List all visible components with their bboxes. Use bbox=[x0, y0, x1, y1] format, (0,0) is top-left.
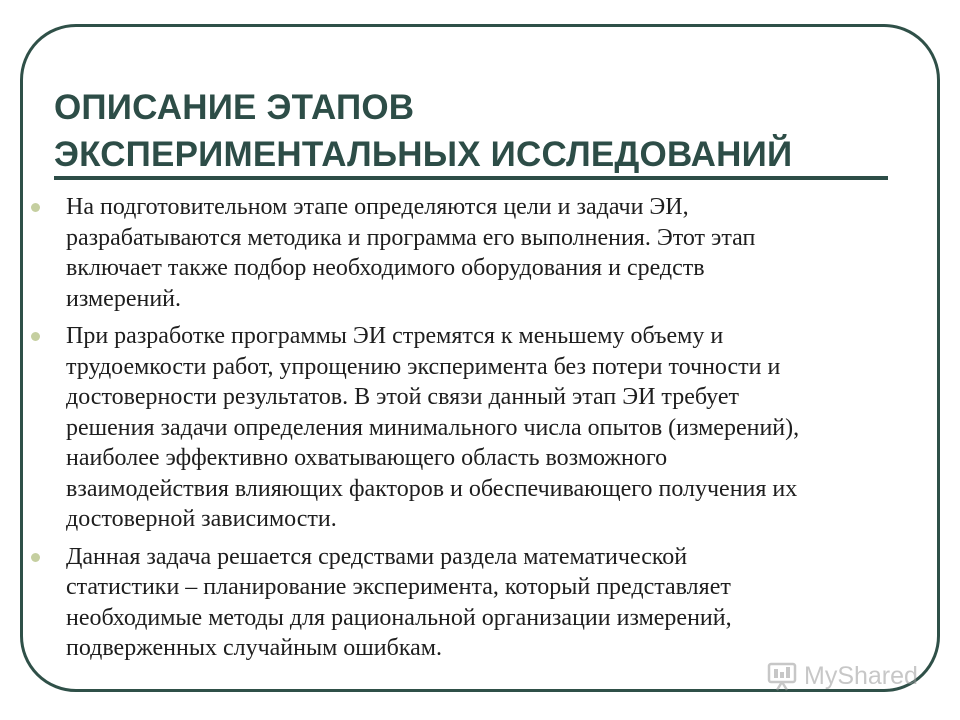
bullet-list bbox=[28, 192, 928, 671]
watermark-text: MyShared bbox=[804, 661, 918, 690]
text-line: измерений. bbox=[66, 285, 182, 312]
slide-title bbox=[54, 84, 894, 178]
bullet-item bbox=[28, 192, 928, 314]
bullet-dot-icon bbox=[31, 203, 40, 212]
bullet-text bbox=[66, 321, 928, 535]
text-line: На подготовительном этапе определяются цели и задачи ЭИ, bbox=[66, 194, 689, 220]
watermark bbox=[766, 656, 918, 696]
text-line: достоверности результатов. В этой связи данный этап ЭИ требует bbox=[66, 384, 739, 410]
bullet-item bbox=[28, 542, 928, 664]
text-line: достоверной зависимости. bbox=[66, 506, 337, 532]
title-underline bbox=[54, 176, 888, 180]
text-line: разрабатываются методика и программа его выполнения. Этот этап bbox=[66, 224, 756, 251]
bullet-text bbox=[66, 542, 928, 664]
bullet-item bbox=[28, 321, 928, 535]
text-line: взаимодействия влияющих факторов и обеспечивающего получения их bbox=[66, 475, 798, 502]
bullet-dot-icon bbox=[31, 332, 40, 341]
text-line: статистики – планирование эксперимента, который представляет bbox=[66, 574, 731, 600]
text-line: наиболее эффективно охватывающего область возможного bbox=[66, 445, 668, 471]
bullet-dot-icon bbox=[31, 553, 40, 562]
bullet-text bbox=[66, 192, 928, 314]
text-line: решения задачи определения минимального числа опытов (измерений), bbox=[66, 414, 800, 441]
text-line: Данная задача решается средствами раздела математической bbox=[66, 543, 688, 570]
text-line: При разработке программы ЭИ стремятся к меньшему объему и bbox=[66, 323, 724, 349]
text-line: необходимые методы для рациональной организации измерений, bbox=[66, 604, 732, 631]
text-line: подверженных случайным ошибкам. bbox=[66, 635, 442, 661]
text-line: трудоемкости работ, упрощению эксперимента без потери точности и bbox=[66, 353, 781, 380]
title-line: ЭКСПЕРИМЕНТАЛЬНЫХ ИССЛЕДОВАНИЙ bbox=[54, 135, 793, 174]
presentation-board-icon bbox=[766, 660, 798, 692]
text-line: включает также подбор необходимого оборудования и средств bbox=[66, 255, 705, 281]
title-line: ОПИСАНИЕ ЭТАПОВ bbox=[54, 88, 415, 127]
